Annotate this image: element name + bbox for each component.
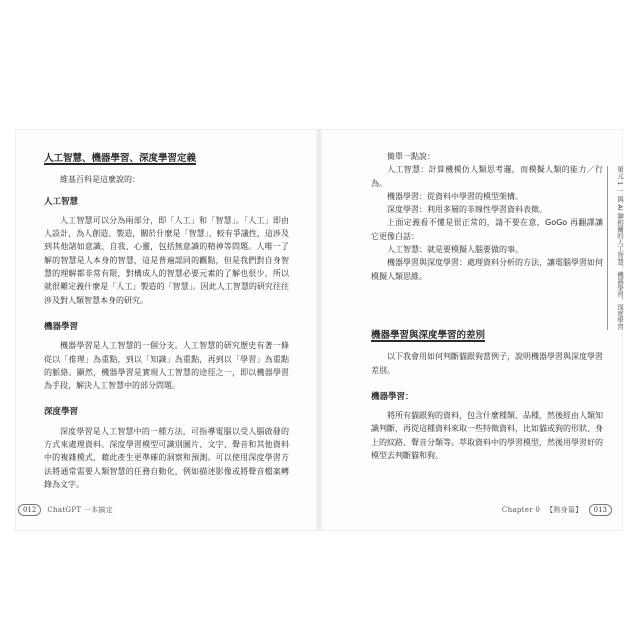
chapter-label: Chapter 0 — [501, 506, 541, 514]
simple-line-6: 機器學習與深度學習：處理資料分析的方法，讓電腦學習如何模擬人類思維。 — [371, 258, 603, 281]
simple-line-4: 上面定義看不懂是很正常的，請不要在意，GoGo 再翻譯讓它更像白話： — [371, 218, 603, 241]
subheading-ml-right: 機器學習： — [371, 391, 414, 402]
simple-line-3: 深度學習：利用多層的非線性學習資料表徵。 — [387, 205, 547, 215]
paragraph-dl: 深度學習是人工智慧中的一種方法，可指導電腦以受人腦啟發的方式來處理資料。深度學習模型可識別圖片、文字、聲音和其他資料中的複雜模式，藉此產生更準確的洞察和預測。可以使用深度學習方法將通常需要人類智慧的任務自動化，例如描述影像或將聲音檔案轉錄為文字。 — [44, 426, 289, 489]
simple-line-2: 機器學習：從資料中學習的模型架構。 — [387, 191, 523, 201]
paragraph-ml-right: 將所有貓跟狗的資料，包含什麼種類、品種，然後經由人類知識判斷，再從這種資料來取一些特徵資料，比如貓或狗的形狀、身上的紋路、聲音分類等。萃取資料中的學習模型，然後用學習好的模型去判斷貓和狗。 — [371, 411, 603, 461]
intro-text: 維基百科是這麼說的： — [60, 175, 140, 185]
paragraph-ml: 機器學習是人工智慧的一個分支。人工智慧的研究歷史有著一條從以「推理」為重點，到以「知識」為重點，再到以「學習」為重點的脈絡。顯然，機器學習是實現人工智慧的途徑之一，即以機器學習為手段，解決人工智慧中的部分問題。 — [44, 341, 289, 391]
running-title: ChatGPT 一本搞定 — [47, 506, 114, 514]
right-footer — [502, 504, 612, 516]
page-number-right: 013 — [589, 504, 612, 516]
subheading-dl: 深度學習 — [44, 407, 79, 418]
simple-line-1: 人工智慧：計算機模仿人類思考邏，而模擬人類的能力／行為。 — [371, 165, 603, 188]
page-number-left: 012 — [18, 504, 41, 516]
left-page — [16, 130, 319, 530]
right-page — [319, 130, 622, 530]
chapter-title: 【熱身篇】 — [546, 506, 583, 514]
left-column — [44, 152, 289, 491]
left-footer — [18, 504, 113, 516]
section-heading-definitions: 人工智慧、機器學習、深度學習定義 — [44, 153, 197, 164]
simple-line-0: 簡單一點說： — [387, 152, 435, 161]
section-heading-difference: 機器學習與深度學習的差別 — [371, 329, 486, 341]
paragraph-ai: 人工智慧可以分為兩部分，即「人工」和「智慧」。「人工」即由人設計，為人創造、製造，關於什麼是「智慧」，較有爭議性，這涉及到其他諸如意識、自我、心靈，包括無意識的精神等問題。人唯一了解的智慧是人本身的智慧，這是普遍認同的觀點，但是我們對自身智慧的理解都非常有限，對構成人的智慧必要元素的了解也很少，所以就很難定義什麼是「人工」製造的「智慧」。因此人工智慧的研究往往涉及對人類智慧本身的研究。 — [44, 215, 289, 305]
right-column — [371, 150, 603, 462]
subheading-ai: 人工智慧 — [44, 196, 79, 207]
book-spread — [16, 130, 622, 530]
simple-line-5: 人工智慧：就是要模擬人腦要做的事。 — [387, 245, 523, 255]
subheading-ml: 機器學習 — [44, 321, 79, 332]
chapter-side-tab: 單元 1 ｜ 與 AI 聊相關的人工智慧、機器學習、深度學習 — [607, 166, 624, 330]
intro2-text: 以下我會用如何判斷貓跟狗當例子，說明機器學習與深度學習差別。 — [371, 352, 603, 375]
